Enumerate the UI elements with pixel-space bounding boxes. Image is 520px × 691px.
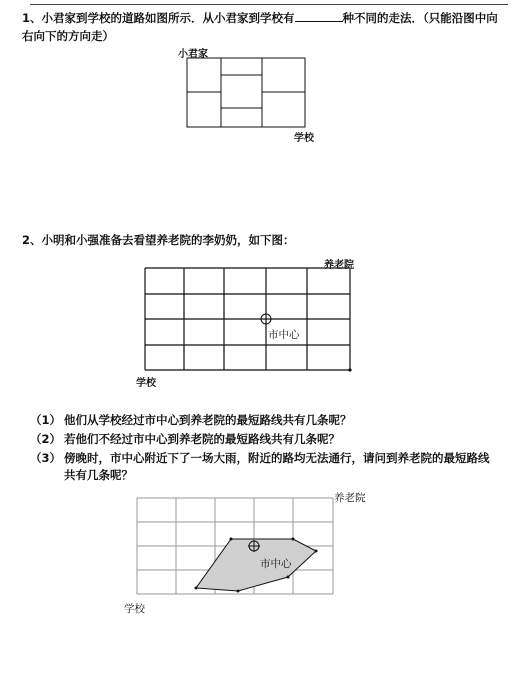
sub-question-number: （1） [30,413,62,427]
q2-grid [145,268,350,370]
sub-question-number: （2） [30,432,62,446]
q2-center-marker [260,313,272,325]
q2-nursing-home-label: 养老院 [324,260,354,271]
q2-school-label: 学校 [136,378,156,389]
q3-center-label: 市中心 [260,558,292,570]
sub-question-1 [22,412,492,429]
sub-question-3 [22,450,492,484]
q1-text-before: 1、小君家到学校的道路如图所示．从小君家到学校有 [22,11,295,25]
q1-text-after: 种不同的走法．（只能沿图中向右向下的方向走） [22,11,498,43]
sub-question-text: 傍晚时，市中心附近下了一场大雨，附近的路均无法通行，请问到养老院的最短路线共有几条呢？ [64,451,490,482]
q1-school-label: 学校 [294,133,314,144]
q3-nursing-home-label: 养老院 [334,492,366,504]
q1-home-label: 小君家 [178,49,208,60]
sub-question-number: （3） [30,451,62,465]
sub-question-text: 他们从学校经过市中心到养老院的最短路线共有几条呢？ [64,413,352,427]
q3-school-label: 学校 [124,603,145,615]
question-2: 2、小明和小强准备去看望养老院的李奶奶，如下图： [22,233,295,247]
sub-question-text: 若他们不经过市中心到养老院的最短路线共有几条呢？ [64,432,340,446]
rain-area [196,539,316,591]
q1-road-diagram [187,58,305,127]
sub-question-2 [22,431,492,448]
q2-center-label: 市中心 [268,329,300,341]
q2-corner-dot [348,368,351,371]
